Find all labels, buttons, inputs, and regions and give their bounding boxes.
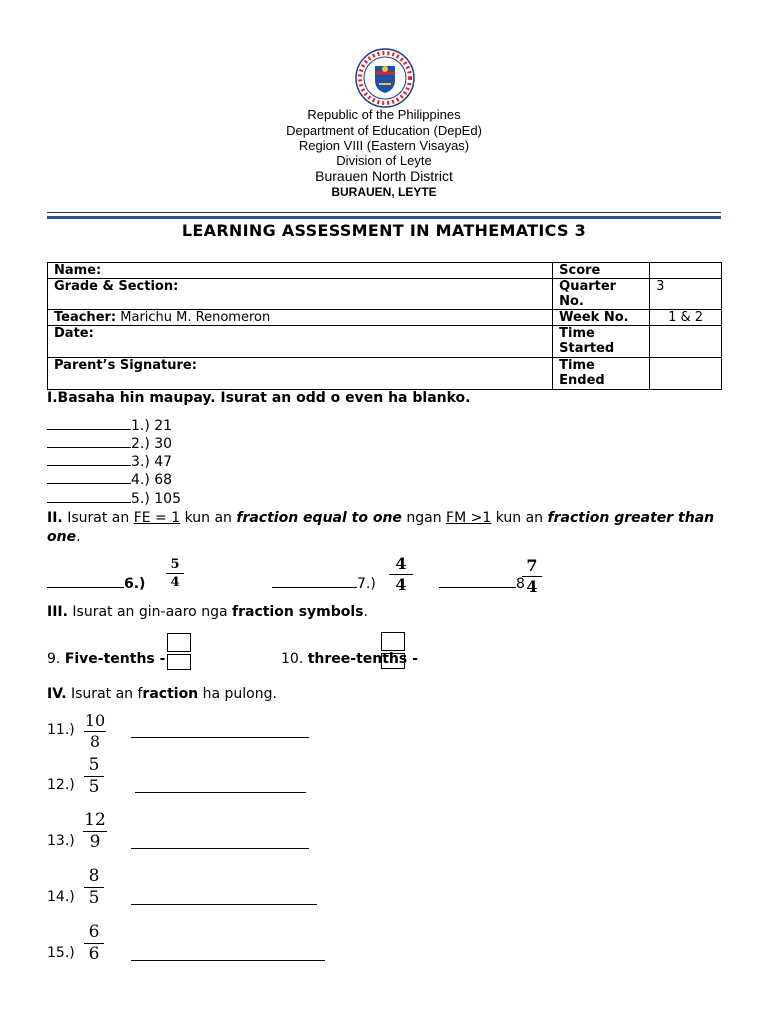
answer-blank[interactable] bbox=[131, 890, 317, 905]
list-item bbox=[47, 436, 172, 452]
section3-prefix: III. bbox=[47, 604, 68, 620]
item-label: 15.) bbox=[47, 945, 75, 961]
answer-blank[interactable] bbox=[47, 447, 131, 448]
fraction bbox=[84, 713, 106, 750]
header-divider-thick bbox=[47, 216, 721, 219]
list-item bbox=[47, 576, 145, 592]
list-item bbox=[47, 491, 181, 507]
list-item bbox=[47, 472, 172, 488]
numerator: 4 bbox=[395, 554, 407, 573]
item-number: 9. bbox=[47, 651, 65, 667]
item-label: three-tenths - bbox=[307, 651, 418, 667]
teacher-name: Marichu M. Renomeron bbox=[120, 310, 271, 325]
fe-description: fraction equal to one bbox=[236, 510, 402, 526]
week-label: Week No. bbox=[553, 310, 650, 326]
teacher-label: Teacher: bbox=[54, 310, 117, 325]
text: Isurat an bbox=[62, 510, 134, 526]
denominator: 9 bbox=[89, 832, 101, 852]
fraction bbox=[83, 812, 107, 851]
date-label: Date: bbox=[48, 326, 553, 358]
grade-section-label: Grade & Section: bbox=[48, 279, 553, 310]
item-label: 7.) bbox=[357, 576, 376, 592]
numerator: 12 bbox=[84, 810, 106, 830]
answer-blank[interactable] bbox=[47, 429, 131, 430]
fraction bbox=[522, 558, 542, 595]
text: ngan bbox=[401, 510, 447, 526]
section4-instruction bbox=[47, 686, 277, 702]
header-republic: Republic of the Philippines bbox=[307, 107, 461, 122]
item-9 bbox=[47, 651, 165, 667]
header-region: Region VIII (Eastern Visayas) bbox=[298, 138, 470, 153]
header-divider-thin bbox=[47, 212, 721, 213]
answer-blank[interactable] bbox=[135, 778, 306, 793]
answer-blank[interactable] bbox=[131, 946, 325, 961]
numerator: 10 bbox=[84, 711, 106, 730]
parent-signature-label: Parent’s Signature: bbox=[48, 358, 553, 390]
item-text: 1.) 21 bbox=[131, 418, 173, 434]
section4-prefix: IV. bbox=[47, 686, 67, 702]
answer-blank[interactable] bbox=[47, 483, 131, 484]
bold-text: raction bbox=[142, 686, 199, 702]
header-division: Division of Leyte bbox=[336, 153, 432, 168]
item-label: Five-tenths - bbox=[64, 651, 166, 667]
text: kun an bbox=[180, 510, 237, 526]
answer-blank[interactable] bbox=[131, 834, 309, 849]
item-text: 3.) 47 bbox=[131, 454, 173, 470]
item-number: 10. bbox=[281, 651, 308, 667]
student-info-table bbox=[47, 262, 722, 390]
denominator: 4 bbox=[395, 575, 407, 594]
list-item bbox=[439, 576, 525, 592]
fraction-bar bbox=[166, 573, 184, 574]
fraction bbox=[166, 558, 184, 589]
fraction bbox=[84, 868, 104, 907]
name-label: Name: bbox=[48, 263, 553, 279]
header-location: BURAUEN, LEYTE bbox=[331, 185, 437, 199]
numerator: 7 bbox=[526, 556, 538, 575]
item-text: 5.) 105 bbox=[131, 491, 181, 507]
list-item bbox=[272, 576, 376, 592]
item-text: 4.) 68 bbox=[131, 472, 173, 488]
teacher-cell bbox=[48, 310, 553, 326]
text: Isurat an f bbox=[66, 686, 143, 702]
denominator: 8 bbox=[89, 732, 101, 751]
page-title: LEARNING ASSESSMENT IN MATHEMATICS 3 bbox=[181, 221, 587, 240]
denominator: 6 bbox=[88, 944, 100, 964]
fm-term: FM >1 bbox=[446, 510, 492, 526]
header-district: Burauen North District bbox=[315, 168, 453, 184]
fraction bbox=[84, 757, 104, 796]
list-item bbox=[47, 418, 172, 434]
answer-blank[interactable] bbox=[131, 723, 309, 738]
answer-blank[interactable] bbox=[47, 465, 131, 466]
item-label: 13.) bbox=[47, 833, 75, 849]
text: Isurat an gin-aaro nga bbox=[67, 604, 232, 620]
denominator: 4 bbox=[526, 577, 538, 596]
time-ended-field[interactable] bbox=[650, 358, 722, 390]
numerator: 8 bbox=[88, 866, 100, 886]
time-started-label: Time Started bbox=[553, 326, 650, 358]
numerator: 6 bbox=[88, 922, 100, 942]
item-label: 11.) bbox=[47, 722, 75, 738]
denominator: 5 bbox=[88, 777, 100, 797]
score-label: Score bbox=[553, 263, 650, 279]
deped-seal-logo bbox=[355, 48, 415, 108]
text: . bbox=[363, 604, 368, 620]
denominator: 4 bbox=[170, 575, 180, 590]
item-label: 12.) bbox=[47, 777, 75, 793]
fraction bbox=[84, 924, 104, 963]
item-label: 14.) bbox=[47, 889, 75, 905]
section3-instruction bbox=[47, 604, 368, 620]
numerator: 5 bbox=[88, 755, 100, 775]
header-department: Department of Education (DepEd) bbox=[286, 123, 482, 138]
text: kun an bbox=[491, 510, 548, 526]
denominator-input-box[interactable] bbox=[167, 654, 191, 670]
week-value: 1 & 2 bbox=[650, 310, 722, 326]
section1-instruction: I.Basaha hin maupay. Isurat an odd o even ha blanko. bbox=[47, 390, 471, 406]
list-item bbox=[47, 454, 172, 470]
numerator: 5 bbox=[170, 557, 180, 572]
numerator-input-box[interactable] bbox=[167, 633, 191, 652]
item-label: 8 bbox=[516, 576, 525, 592]
item-text: 2.) 30 bbox=[131, 436, 173, 452]
fm-description: fraction greater than one bbox=[47, 510, 715, 545]
fe-term: FE = 1 bbox=[133, 510, 181, 526]
section2-instruction bbox=[47, 509, 727, 547]
text: ha pulong. bbox=[198, 686, 277, 702]
fraction bbox=[389, 556, 413, 593]
quarter-label: Quarter No. bbox=[553, 279, 650, 310]
quarter-value: 3 bbox=[650, 279, 722, 310]
time-started-field[interactable] bbox=[650, 326, 722, 358]
item-label: 6.) bbox=[124, 576, 146, 592]
score-field[interactable] bbox=[650, 263, 722, 279]
answer-blank[interactable] bbox=[47, 502, 131, 503]
answer-blank[interactable] bbox=[47, 587, 124, 588]
numerator-input-box[interactable] bbox=[381, 632, 405, 651]
bold-text: fraction symbols bbox=[232, 604, 364, 620]
section2-prefix: II. bbox=[47, 510, 63, 526]
answer-blank[interactable] bbox=[272, 587, 357, 588]
time-ended-label: Time Ended bbox=[553, 358, 650, 390]
denominator: 5 bbox=[88, 888, 100, 908]
text: . bbox=[76, 529, 81, 545]
answer-blank[interactable] bbox=[439, 587, 516, 588]
denominator-input-box[interactable] bbox=[381, 653, 405, 669]
